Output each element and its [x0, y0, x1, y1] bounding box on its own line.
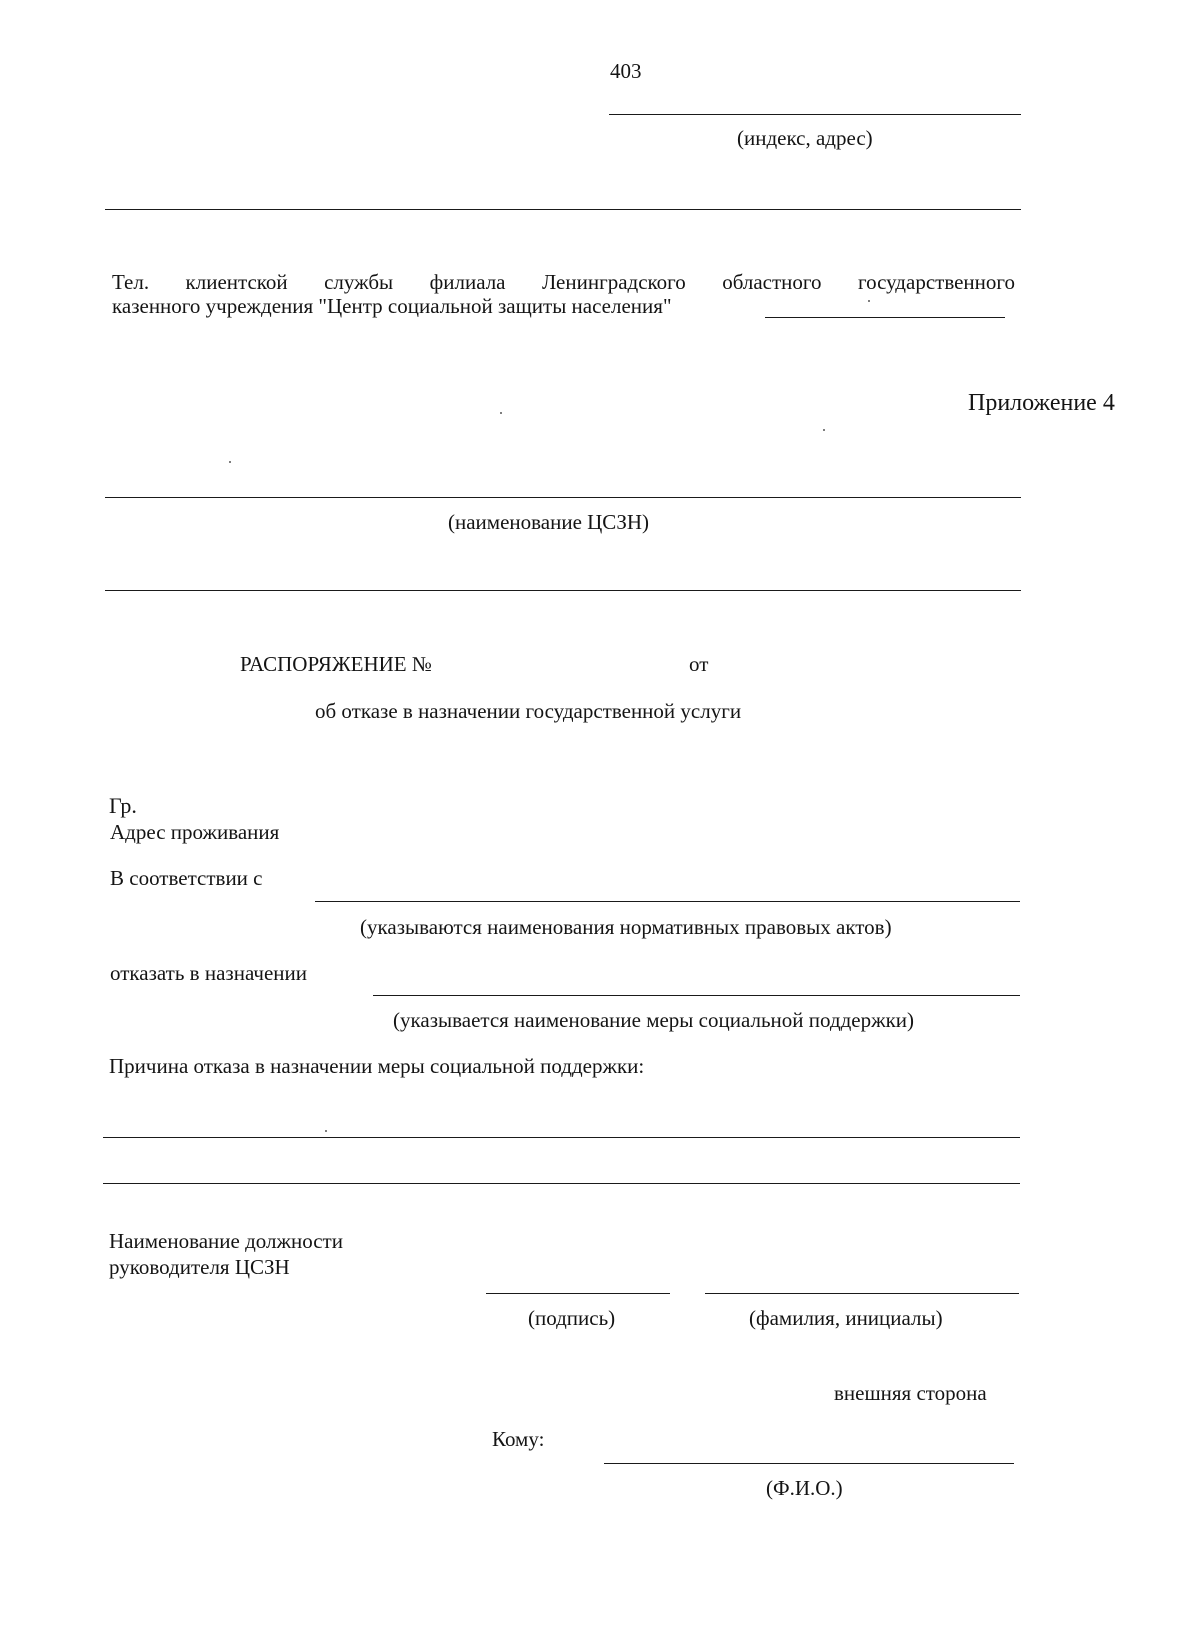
cszn-name-line [105, 497, 1021, 498]
signature-line [486, 1293, 670, 1294]
name-initials-caption: (фамилия, инициалы) [749, 1306, 943, 1330]
order-title: РАСПОРЯЖЕНИЕ № [240, 652, 432, 676]
refusal-reason-line-1 [103, 1137, 1020, 1138]
head-position-line-2: руководителя ЦСЗН [109, 1255, 290, 1279]
head-position-line-1: Наименование должности [109, 1229, 343, 1253]
scan-speck [868, 300, 870, 302]
order-date-word: от [689, 652, 709, 676]
phone-number-line [765, 317, 1005, 318]
appendix-label: Приложение 4 [968, 390, 1115, 416]
scan-speck [823, 429, 825, 431]
refusal-reason-label: Причина отказа в назначении меры социальной поддержки: [109, 1054, 645, 1078]
index-address-caption: (индекс, адрес) [737, 126, 873, 150]
phone-service-line-1: Тел. клиентской службы филиала Ленинградского областного государственного [112, 270, 1015, 294]
scan-speck [500, 412, 502, 414]
legal-acts-line [315, 901, 1020, 902]
name-initials-line [705, 1293, 1019, 1294]
outer-side-label: внешняя сторона [834, 1381, 987, 1405]
scan-speck [325, 1130, 327, 1132]
support-measure-caption: (указывается наименование меры социальной поддержки) [393, 1008, 915, 1032]
order-subject: об отказе в назначении государственной услуги [315, 699, 742, 723]
index-address-line [609, 114, 1021, 115]
to-label: Кому: [492, 1427, 545, 1451]
citizen-label: Гр. [109, 793, 137, 818]
legal-acts-caption: (указываются наименования нормативных правовых актов) [360, 915, 892, 939]
phone-service-line-2: казенного учреждения "Центр социальной защиты населения" [112, 294, 672, 318]
address-label: Адрес проживания [110, 820, 280, 844]
support-measure-line [373, 995, 1020, 996]
cszn-name-caption: (наименование ЦСЗН) [448, 510, 649, 534]
refuse-label: отказать в назначении [110, 961, 308, 985]
cszn-name-continuation-line [105, 590, 1021, 591]
address-continuation-line [105, 209, 1021, 210]
recipient-line [604, 1463, 1014, 1464]
signature-caption: (подпись) [528, 1306, 616, 1330]
accordance-label: В соответствии с [110, 866, 263, 890]
fio-caption: (Ф.И.О.) [766, 1476, 843, 1500]
refusal-reason-line-2 [103, 1183, 1020, 1184]
scan-speck [229, 461, 231, 463]
page-number: 403 [610, 59, 642, 83]
